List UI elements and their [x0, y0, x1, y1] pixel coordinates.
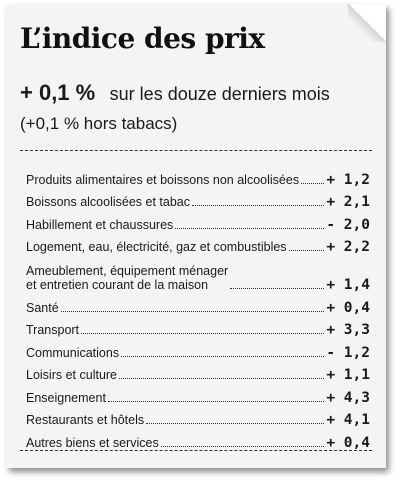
dot-leader [61, 311, 325, 312]
dot-leader [119, 378, 324, 379]
item-value: + 2,1 [326, 194, 370, 210]
item-value: + 0,4 [326, 299, 370, 316]
item-value: + 4,3 [326, 389, 370, 406]
list-item [26, 232, 370, 255]
item-value: + 1,4 [326, 277, 370, 293]
dot-leader [146, 423, 324, 424]
item-value: + 2,2 [326, 239, 370, 255]
item-value: + 0,4 [326, 434, 370, 451]
item-value: + 1,1 [326, 367, 370, 383]
subline: (+0,1 % hors tabacs) [20, 114, 178, 133]
list-item [26, 254, 370, 292]
dot-leader [289, 250, 325, 251]
item-label: Boissons alcoolisées et tabac [26, 195, 190, 209]
dot-leader [301, 183, 324, 184]
index-list [26, 164, 370, 450]
item-label: Transport [26, 323, 80, 337]
list-item [26, 405, 370, 428]
headline-value: + 0,1 % [20, 80, 96, 105]
dot-leader [121, 356, 324, 357]
item-label: Restaurants et hôtels [26, 413, 145, 427]
item-label: Santé [26, 300, 59, 315]
list-item [26, 209, 370, 232]
item-value: + 4,1 [326, 412, 370, 428]
list-item [26, 292, 370, 315]
bottom-divider [20, 450, 372, 451]
card-title: L’indice des prix [20, 22, 265, 55]
list-item [26, 164, 370, 187]
item-value: + 3,3 [326, 322, 370, 338]
top-divider [20, 150, 372, 151]
dot-leader [230, 288, 324, 289]
item-label: Produits alimentaires et boissons non alcoolisées [26, 172, 300, 187]
headline [20, 80, 330, 106]
list-item [26, 315, 370, 338]
folded-corner [348, 4, 386, 42]
list-item [26, 427, 370, 450]
item-label: Enseignement [26, 390, 106, 405]
item-label: Loisirs et culture [26, 368, 118, 382]
list-item [26, 360, 370, 383]
item-value: - 1,2 [326, 344, 370, 361]
dot-leader [108, 401, 324, 402]
dot-leader [161, 446, 325, 447]
dot-leader [175, 228, 324, 229]
headline-text: sur les douze derniers mois [109, 84, 330, 104]
item-value: + 1,2 [326, 171, 370, 188]
list-item [26, 337, 370, 360]
list-item [26, 187, 370, 210]
item-label: Communications [26, 345, 120, 360]
item-label: Logement, eau, électricité, gaz et combustibles [26, 240, 287, 254]
price-index-card [6, 4, 386, 468]
dot-leader [81, 333, 324, 334]
list-item [26, 382, 370, 405]
item-label: Autres biens et services [26, 435, 159, 450]
dot-leader [192, 205, 324, 206]
item-label: Habillement et chaussures [26, 217, 174, 232]
item-label: Ameublement, équipement ménager et entretien courant de la maison [26, 264, 229, 292]
item-value: - 2,0 [326, 216, 370, 233]
